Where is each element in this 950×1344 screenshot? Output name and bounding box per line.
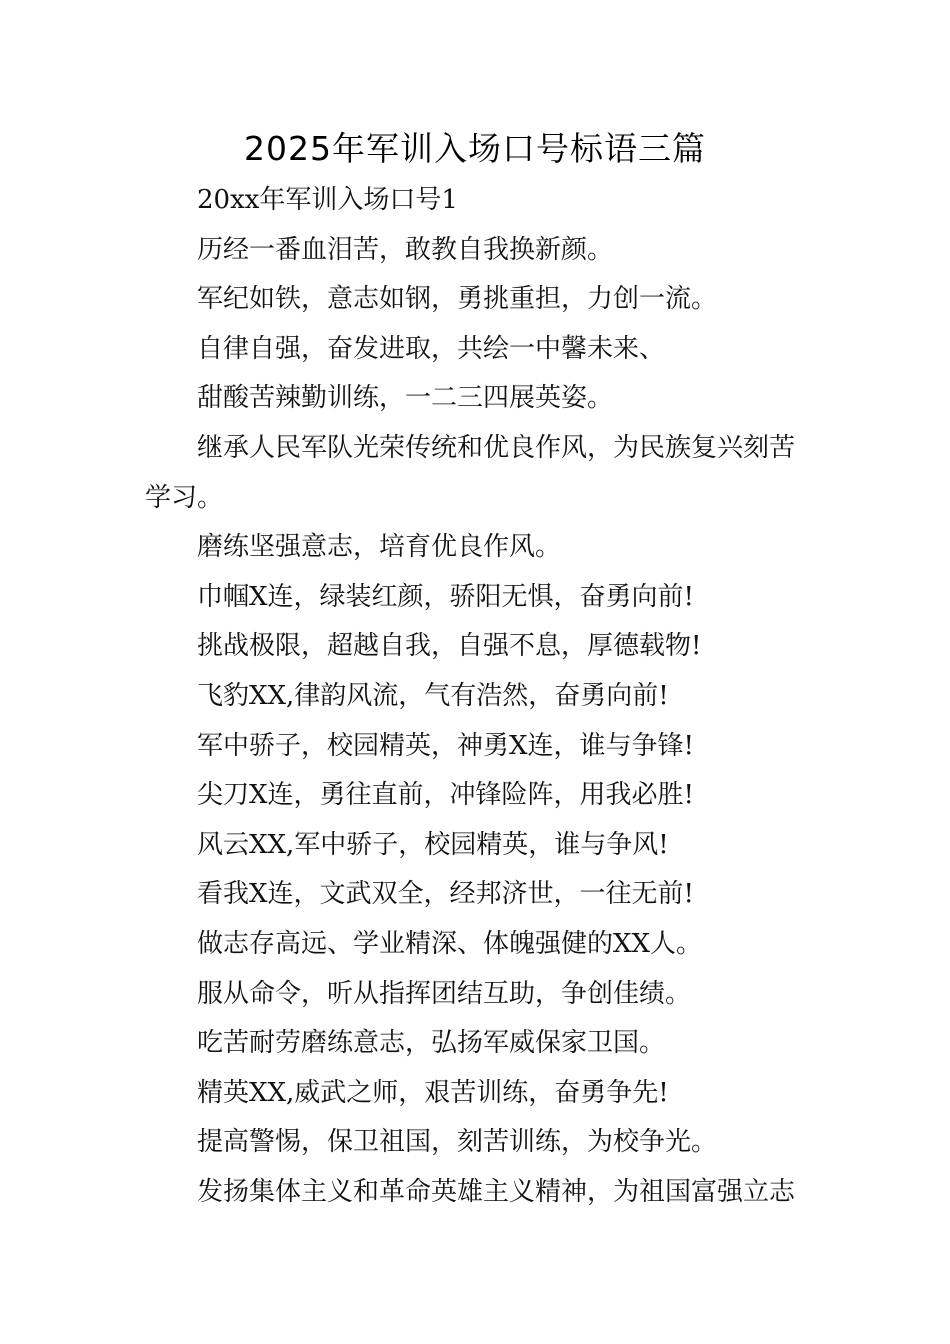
document-title: 2025年军训入场口号标语三篇	[244, 129, 706, 168]
paragraph: 继承人民军队光荣传统和优良作风，为民族复兴刻苦学习。	[145, 432, 796, 513]
paragraph: 历经一番血泪苦，敢教自我换新颜。	[197, 234, 614, 265]
paragraph: 挑战极限，超越自我，自强不息，厚德载物!	[197, 631, 702, 662]
paragraph: 甜酸苦辣勤训练，一二三四展英姿。	[197, 383, 614, 414]
paragraph: 20xx年军训入场口号1	[197, 185, 458, 215]
document-body	[145, 176, 807, 1217]
paragraph: 提高警惕，保卫祖国，刻苦训练，为校争光。	[197, 1127, 718, 1158]
paragraph: 自律自强，奋发进取，共绘一中馨未来、	[197, 333, 666, 364]
paragraph: 发扬集体主义和革命英雄主义精神，为祖国富强立志	[197, 1176, 796, 1207]
paragraph: 精英XX,威武之师，艰苦训练，奋勇争先!	[197, 1077, 669, 1108]
paragraph: 巾帼X连，绿装红颜，骄阳无惧，奋勇向前!	[197, 581, 694, 612]
paragraph: 风云XX,军中骄子，校园精英，谁与争风!	[197, 829, 669, 860]
paragraph: 军纪如铁，意志如钢，勇挑重担，力创一流。	[197, 284, 718, 315]
paragraph: 服从命令，听从指挥团结互助，争创佳绩。	[197, 978, 692, 1009]
paragraph: 军中骄子，校园精英，神勇X连，谁与争锋!	[197, 730, 694, 761]
paragraph: 磨练坚强意志，培育优良作风。	[197, 532, 562, 563]
paragraph: 尖刀X连，勇往直前，冲锋险阵，用我必胜!	[197, 780, 694, 811]
paragraph: 吃苦耐劳磨练意志，弘扬军威保家卫国。	[197, 1028, 666, 1059]
paragraph: 做志存高远、学业精深、体魄强健的XX人。	[197, 928, 703, 959]
paragraph: 飞豹XX,律韵风流，气有浩然，奋勇向前!	[197, 680, 669, 711]
paragraph: 看我X连，文武双全，经邦济世，一往无前!	[197, 879, 694, 910]
